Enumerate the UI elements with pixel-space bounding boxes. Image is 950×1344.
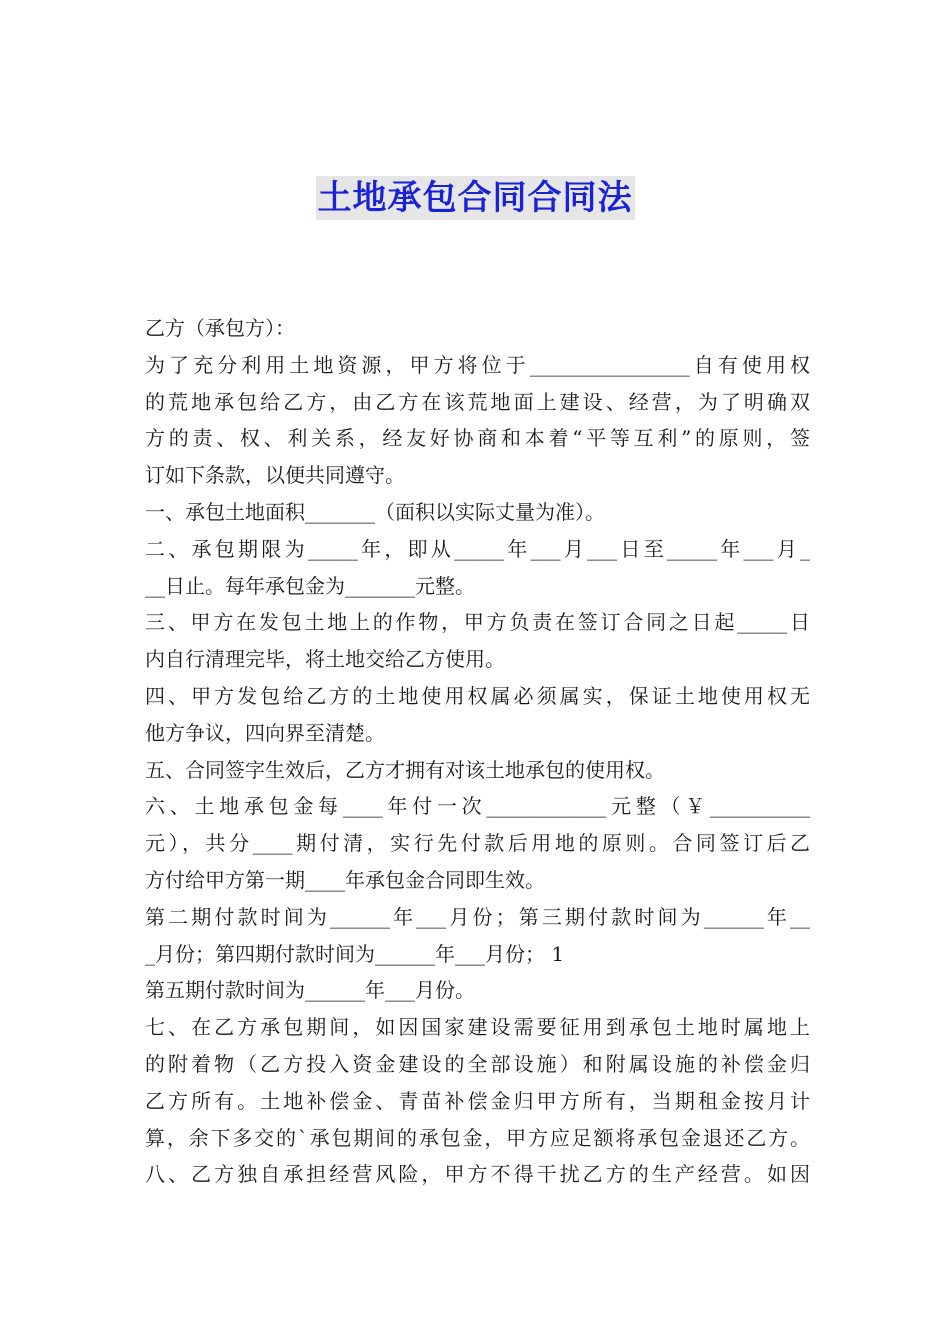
body-line: 内自行清理完毕，将土地交给乙方使用。	[145, 647, 505, 672]
body-line: 的荒地承包给乙方，由乙方在该荒地面上建设、经营，为了明确双	[145, 389, 810, 414]
body-line: 七、在乙方承包期间，如因国家建设需要征用到承包土地时属地上	[145, 1015, 810, 1040]
body-line: 一、承包土地面积_______（面积以实际丈量为准）。	[145, 499, 605, 524]
body-line: 四、甲方发包给乙方的土地使用权属必须属实，保证土地使用权无	[145, 683, 810, 708]
body-line: __日止。每年承包金为_______元整。	[145, 573, 475, 598]
body-line: 八、乙方独自承担经营风险，甲方不得干扰乙方的生产经营。如因	[145, 1162, 810, 1187]
body-line: 订如下条款，以便共同遵守。	[145, 463, 405, 488]
body-line: 五、合同签字生效后，乙方才拥有对该土地承包的使用权。	[145, 757, 665, 782]
document-title: 土地承包合同合同法	[317, 178, 633, 218]
body-line: 三、甲方在发包土地上的作物，甲方负责在签订合同之日起_____日	[145, 610, 810, 635]
body-line: 第二期付款时间为______年___月份；第三期付款时间为______年__	[145, 904, 810, 929]
body-line: 元），共分____期付清，实行先付款后用地的原则。合同签订后乙	[145, 831, 810, 856]
document-body	[145, 310, 810, 1193]
body-line: 方的责、权、利关系，经友好协商和本着“平等互利”的原则，签	[145, 426, 810, 451]
body-line: 第五期付款时间为______年___月份。	[145, 978, 475, 1003]
body-line: 乙方（承包方）：	[145, 316, 295, 340]
title-container	[0, 176, 950, 220]
body-line: 方付给甲方第一期____年承包金合同即生效。	[145, 867, 545, 892]
body-line: 二、承包期限为_____年，即从_____年___月___日至_____年___月_	[145, 536, 810, 561]
body-line: 的附着物（乙方投入资金建设的全部设施）和附属设施的补偿金归	[145, 1051, 810, 1076]
body-line: 乙方所有。土地补偿金、青苗补偿金归甲方所有，当期租金按月计	[145, 1088, 810, 1113]
body-line: 他方争议，四向界至清楚。	[145, 720, 385, 745]
body-line: 为了充分利用土地资源，甲方将位于________________自有使用权	[145, 352, 810, 377]
body-line: 算，余下多交的`承包期间的承包金，甲方应足额将承包金退还乙方。	[145, 1125, 810, 1150]
body-line: 六、土地承包金每____年付一次____________元整（￥__________	[145, 794, 810, 819]
body-line: _月份；第四期付款时间为______年___月份； 1	[145, 941, 565, 966]
